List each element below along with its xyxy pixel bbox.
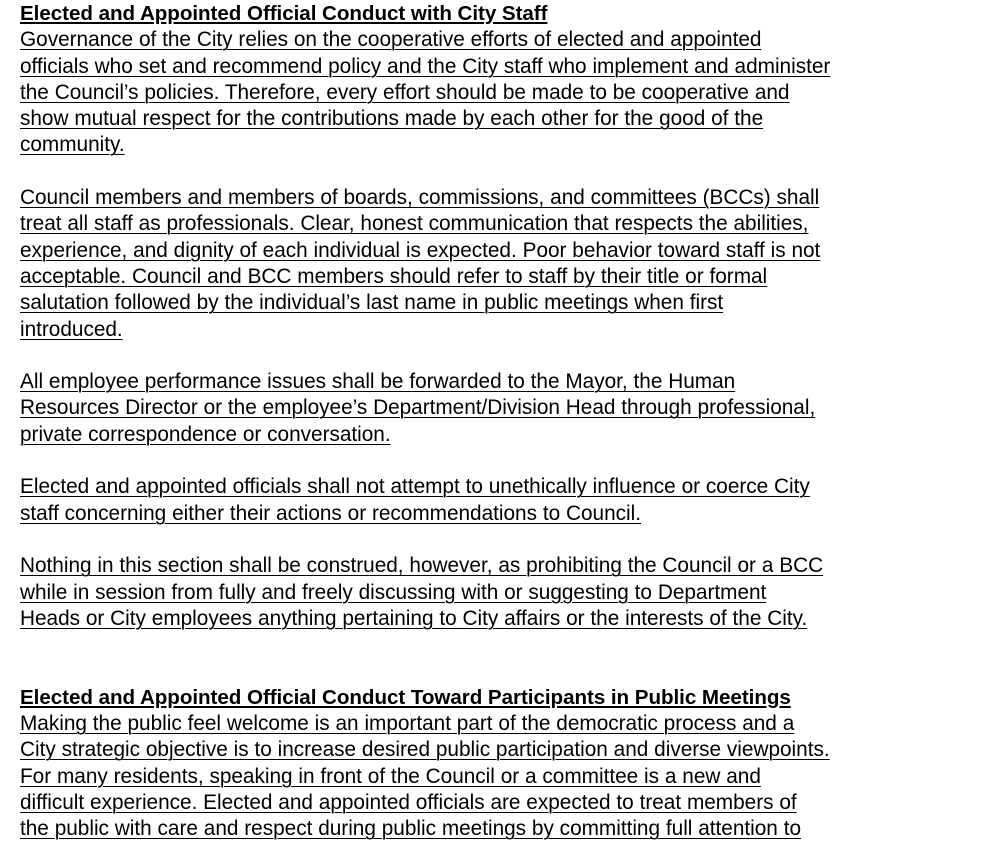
paragraph-line: Nothing in this section shall be construed, however, as prohibiting the Council or a BCC <box>20 554 824 578</box>
paragraph-line: experience, and dignity of each individual is expected. Poor behavior toward staff is not <box>20 238 821 262</box>
paragraph-line: show mutual respect for the contributions made by each other for the good of the <box>20 107 764 131</box>
section-spacer <box>20 632 918 685</box>
paragraph-line: officials who set and recommend policy and the City staff who implement and administer <box>20 54 831 78</box>
paragraph-line: the public with care and respect during public meetings by committing full attention to <box>20 817 802 841</box>
paragraph-spacer <box>20 448 918 474</box>
paragraph-line: salutation followed by the individual’s last name in public meetings when first <box>20 291 724 315</box>
paragraph-line: For many residents, speaking in front of the Council or a committee is a new and <box>20 764 761 788</box>
paragraph-spacer <box>20 527 918 553</box>
paragraph-line: community. <box>20 133 125 157</box>
paragraph-undue-influence <box>20 474 918 527</box>
paragraph-spacer <box>20 159 918 185</box>
paragraph-line: Elected and appointed officials shall not attempt to unethically influence or coerce City <box>20 475 810 499</box>
paragraph-line: while in session from fully and freely discussing with or suggesting to Department <box>20 580 767 604</box>
paragraph-line: acceptable. Council and BCC members should refer to staff by their title or formal <box>20 264 768 288</box>
paragraph-line: introduced. <box>20 317 123 341</box>
paragraph-line: treat all staff as professionals. Clear, honest communication that respects the abilities, <box>20 212 809 236</box>
paragraph-line: staff concerning either their actions or recommendations to Council. <box>20 501 641 525</box>
paragraph-line: Heads or City employees anything pertaining to City affairs or the interests of the City. <box>20 606 808 630</box>
section-heading-conduct-with-city-staff: Elected and Appointed Official Conduct with City Staff <box>20 2 548 25</box>
paragraph-public-welcome <box>20 711 918 842</box>
paragraph-line: Resources Director or the employee’s Department/Division Head through professional, <box>20 396 816 420</box>
paragraph-line: difficult experience. Elected and appointed officials are expected to treat members of <box>20 790 797 814</box>
paragraph-line: Making the public feel welcome is an important part of the democratic process and a <box>20 712 795 736</box>
paragraph-line: City strategic objective is to increase desired public participation and diverse viewpoints. <box>20 738 830 762</box>
paragraph-spacer <box>20 343 918 369</box>
paragraph-performance-issues <box>20 369 918 448</box>
paragraph-line: All employee performance issues shall be forwarded to the Mayor, the Human <box>20 370 736 394</box>
paragraph-line: Governance of the City relies on the cooperative efforts of elected and appointed <box>20 28 762 52</box>
paragraph-line: the Council’s policies. Therefore, every effort should be made to be cooperative and <box>20 80 790 104</box>
section-heading-conduct-toward-participants: Elected and Appointed Official Conduct Toward Participants in Public Meetings <box>20 685 791 709</box>
paragraph-line: private correspondence or conversation. <box>20 422 391 446</box>
paragraph-governance <box>20 27 918 158</box>
document-body <box>20 1 918 843</box>
paragraph-professionals <box>20 185 918 343</box>
paragraph-line: Council members and members of boards, commissions, and committees (BCCs) shall <box>20 186 820 210</box>
paragraph-discussion-allowed <box>20 553 918 632</box>
